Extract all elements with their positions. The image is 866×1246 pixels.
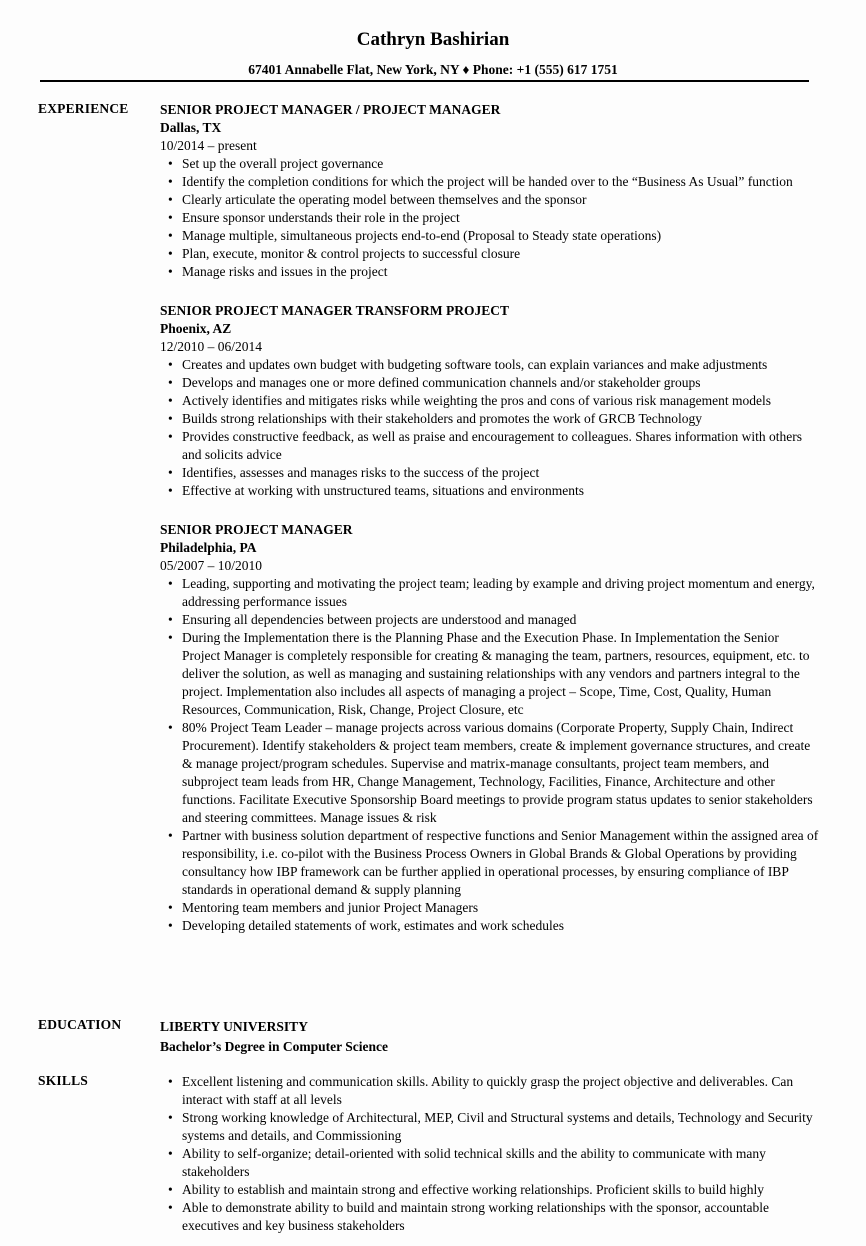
job-bullets	[160, 356, 820, 500]
section-label-skills: SKILLS	[38, 1073, 88, 1088]
job-dates: 05/2007 – 10/2010	[160, 558, 263, 573]
contact-line: 67401 Annabelle Flat, New York, NY ♦ Phone: +1 (555) 617 1751	[248, 62, 618, 77]
job-bullet-item: • Mentoring team members and junior Project Managers	[160, 899, 820, 917]
job-bullet-item: • Ensuring all dependencies between projects are understood and managed	[160, 611, 820, 629]
job-location: Philadelphia, PA	[160, 540, 257, 555]
job-title: SENIOR PROJECT MANAGER TRANSFORM PROJECT	[160, 303, 510, 318]
job-title: SENIOR PROJECT MANAGER / PROJECT MANAGER	[160, 102, 501, 117]
experience-list	[160, 101, 820, 956]
job-location: Phoenix, AZ	[160, 321, 232, 336]
skill-bullet-item: • Ability to self-organize; detail-oriented with solid technical skills and the ability to communicate with many stakeholders	[160, 1145, 820, 1181]
job-bullet-item: • Set up the overall project governance	[160, 155, 820, 173]
job-entry	[160, 302, 820, 500]
section-label-experience: EXPERIENCE	[38, 101, 129, 116]
job-dates: 12/2010 – 06/2014	[160, 339, 263, 354]
job-bullet-item: • Builds strong relationships with their stakeholders and promotes the work of GRCB Technology	[160, 410, 820, 428]
job-bullet-item: • Develops and manages one or more defined communication channels and/or stakeholder groups	[160, 374, 820, 392]
skill-bullet-item: • Strong working knowledge of Architectural, MEP, Civil and Structural systems and details, Technology and Security systems and details, and Commissioning	[160, 1109, 820, 1145]
job-bullets	[160, 575, 820, 935]
job-bullet-item: • Identifies, assesses and manages risks to the success of the project	[160, 464, 820, 482]
skill-bullet-item: • Able to demonstrate ability to build and maintain strong working relationships with the sponsor, accountable executives and key business stakeholders	[160, 1199, 820, 1235]
skills-bullets	[160, 1073, 820, 1235]
header-divider	[40, 80, 809, 82]
job-bullet-item: • Leading, supporting and motivating the project team; leading by example and driving project momentum and energy, addressing performance issues	[160, 575, 820, 611]
job-bullet-item: • Identify the completion conditions for which the project will be handed over to the “Business As Usual” function	[160, 173, 820, 191]
job-bullet-item: • 80% Project Team Leader – manage projects across various domains (Corporate Property, Supply Chain, Indirect Procurement). Identify stakeholders & project team members, create & implement governance structures, and create & manage project/program schedules. Supervise and matrix-manage consultants, project team members, and subproject team leads from HR, Change Management, Technology, Facilities, Finance, Architecture and other functions. Facilitate Executive Sponsorship Board meetings to provide program status updates to senior stakeholders and steering committees. Manage issues & risk	[160, 719, 820, 827]
job-bullet-item: • Manage multiple, simultaneous projects end-to-end (Proposal to Steady state operations)	[160, 227, 820, 245]
job-entry	[160, 521, 820, 935]
job-bullet-item: • Partner with business solution department of respective functions and Senior Management within the assigned area of responsibility, i.e. co-pilot with the Business Process Owners in Global Brands & Global Operations by providing consultancy how IBP framework can be further applied in operational processes, by ensuring compliance of IBP standards in operational demand & supply planning	[160, 827, 820, 899]
education-school: LIBERTY UNIVERSITY	[160, 1019, 308, 1034]
skill-bullet-item: • Excellent listening and communication skills. Ability to quickly grasp the project objective and deliverables. Can interact with staff at all levels	[160, 1073, 820, 1109]
job-bullet-item: • Developing detailed statements of work, estimates and work schedules	[160, 917, 820, 935]
job-dates: 10/2014 – present	[160, 138, 257, 153]
job-bullet-item: • Clearly articulate the operating model between themselves and the sponsor	[160, 191, 820, 209]
job-bullet-item: • Creates and updates own budget with budgeting software tools, can explain variances and make adjustments	[160, 356, 820, 374]
job-bullets	[160, 155, 820, 281]
section-label-education: EDUCATION	[38, 1017, 122, 1032]
education-entry	[160, 1017, 820, 1057]
job-entry	[160, 101, 820, 281]
job-bullet-item: • During the Implementation there is the Planning Phase and the Execution Phase. In Implementation the Senior Project Manager is completely responsible for creating & managing the team, partners, resources, equipment, etc. to deliver the solution, as well as managing and sustaining relationships with any vendors and partners integral to the project. Implementation also includes all aspects of managing a project – Scope, Time, Cost, Quality, Human Resources, Communication, Risk, Change, Project Closure, etc	[160, 629, 820, 719]
job-location: Dallas, TX	[160, 120, 222, 135]
skill-bullet-item: • Ability to establish and maintain strong and effective working relationships. Proficient skills to build highly	[160, 1181, 820, 1199]
job-bullet-item: • Provides constructive feedback, as well as praise and encouragement to colleagues. Shares information with others and solicits advice	[160, 428, 820, 464]
job-bullet-item: • Plan, execute, monitor & control projects to successful closure	[160, 245, 820, 263]
job-bullet-item: • Effective at working with unstructured teams, situations and environments	[160, 482, 820, 500]
job-bullet-item: • Ensure sponsor understands their role in the project	[160, 209, 820, 227]
candidate-name: Cathryn Bashirian	[356, 29, 510, 50]
skills-entry	[160, 1073, 820, 1235]
education-degree: Bachelor’s Degree in Computer Science	[160, 1039, 388, 1054]
job-bullet-item: • Manage risks and issues in the project	[160, 263, 820, 281]
job-title: SENIOR PROJECT MANAGER	[160, 522, 353, 537]
job-bullet-item: • Actively identifies and mitigates risks while weighting the pros and cons of various risk management models	[160, 392, 820, 410]
